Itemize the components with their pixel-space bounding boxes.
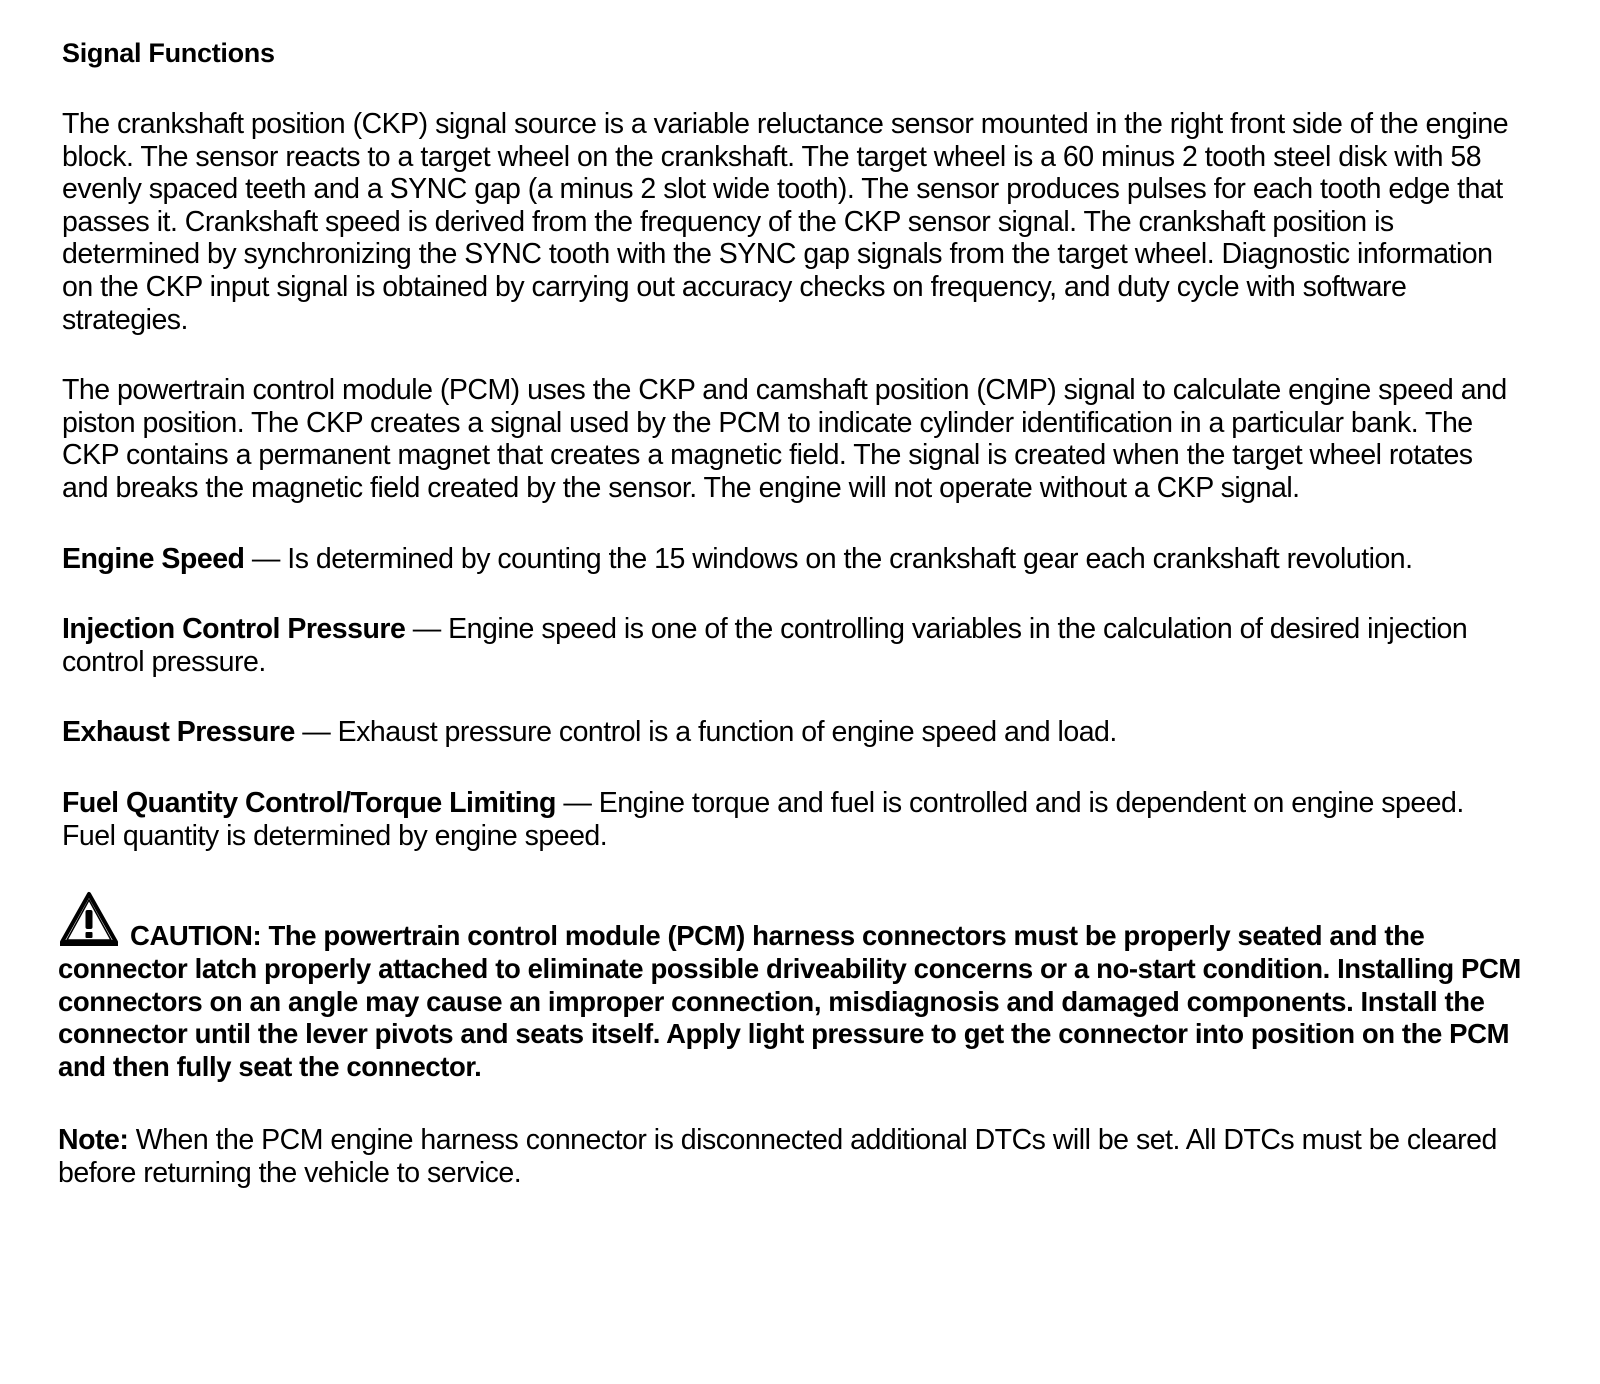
ckp-description-paragraph: The crankshaft position (CKP) signal source is a variable reluctance sensor mounted in the right front side of the engine block. The sensor reacts to a target wheel on the crankshaft. The target wheel is a 60 minus 2 tooth steel disk with 58 evenly spaced teeth and a SYNC gap (a minus 2 slot wide tooth). The sensor produces pulses for each tooth edge that passes it. Crankshaft speed is derived from the frequency of the CKP sensor signal. The crankshaft position is determined by synchronizing the SYNC tooth with the SYNC gap signals from the target wheel. Diagnostic information on the CKP input signal is obtained by carrying out accuracy checks on frequency, and duty cycle with software strategies. [62,108,1509,336]
function-description: — Engine torque and fuel is controlled and is dependent on engine speed. Fuel quantity is determined by engine speed. [62,786,1464,852]
note-text: When the PCM engine harness connector is disconnected additional DTCs will be set. All DTCs must be cleared before returning the vehicle to service. [58,1124,1497,1189]
note-paragraph [58,1124,1522,1189]
function-exhaust-pressure [62,716,1522,749]
caution-block [58,890,1522,1084]
document-page [58,36,1522,1227]
warning-triangle-icon [58,890,120,948]
caution-text: CAUTION: The powertrain control module (PCM) harness connectors must be properly seated and the connector latch properly attached to eliminate possible driveability concerns or a no-start condition. Installing PCM connectors on an angle may cause an improper connection, misdiagnosis and damaged components. Install the connector until the lever pivots and seats itself. Apply light pressure to get the connector into position on the PCM and then fully seat the connector. [58,920,1521,1083]
note-label: Note: [58,1124,129,1157]
function-term: Exhaust Pressure [62,716,295,749]
function-engine-speed [62,543,1522,576]
pcm-description-paragraph: The powertrain control module (PCM) uses the CKP and camshaft position (CMP) signal to calculate engine speed and piston position. The CKP creates a signal used by the PCM to indicate cylinder identification in a particular bank. The CKP contains a permanent magnet that creates a magnetic field. The signal is created when the target wheel rotates and breaks the magnetic field created by the sensor. The engine will not operate without a CKP signal. [62,374,1507,504]
function-term: Injection Control Pressure [62,613,406,646]
function-term: Fuel Quantity Control/Torque Limiting [62,786,556,819]
function-fuel-quantity-control [62,787,1522,852]
function-term: Engine Speed [62,542,245,575]
function-description: — Is determined by counting the 15 windows on the crankshaft gear each crankshaft revolution. [244,542,1413,575]
page-title: Signal Functions [62,38,275,68]
function-description: — Engine speed is one of the controlling variables in the calculation of desired injection control pressure. [62,613,1468,678]
function-description: — Exhaust pressure control is a function of engine speed and load. [294,716,1117,749]
function-injection-control-pressure [62,613,1522,678]
